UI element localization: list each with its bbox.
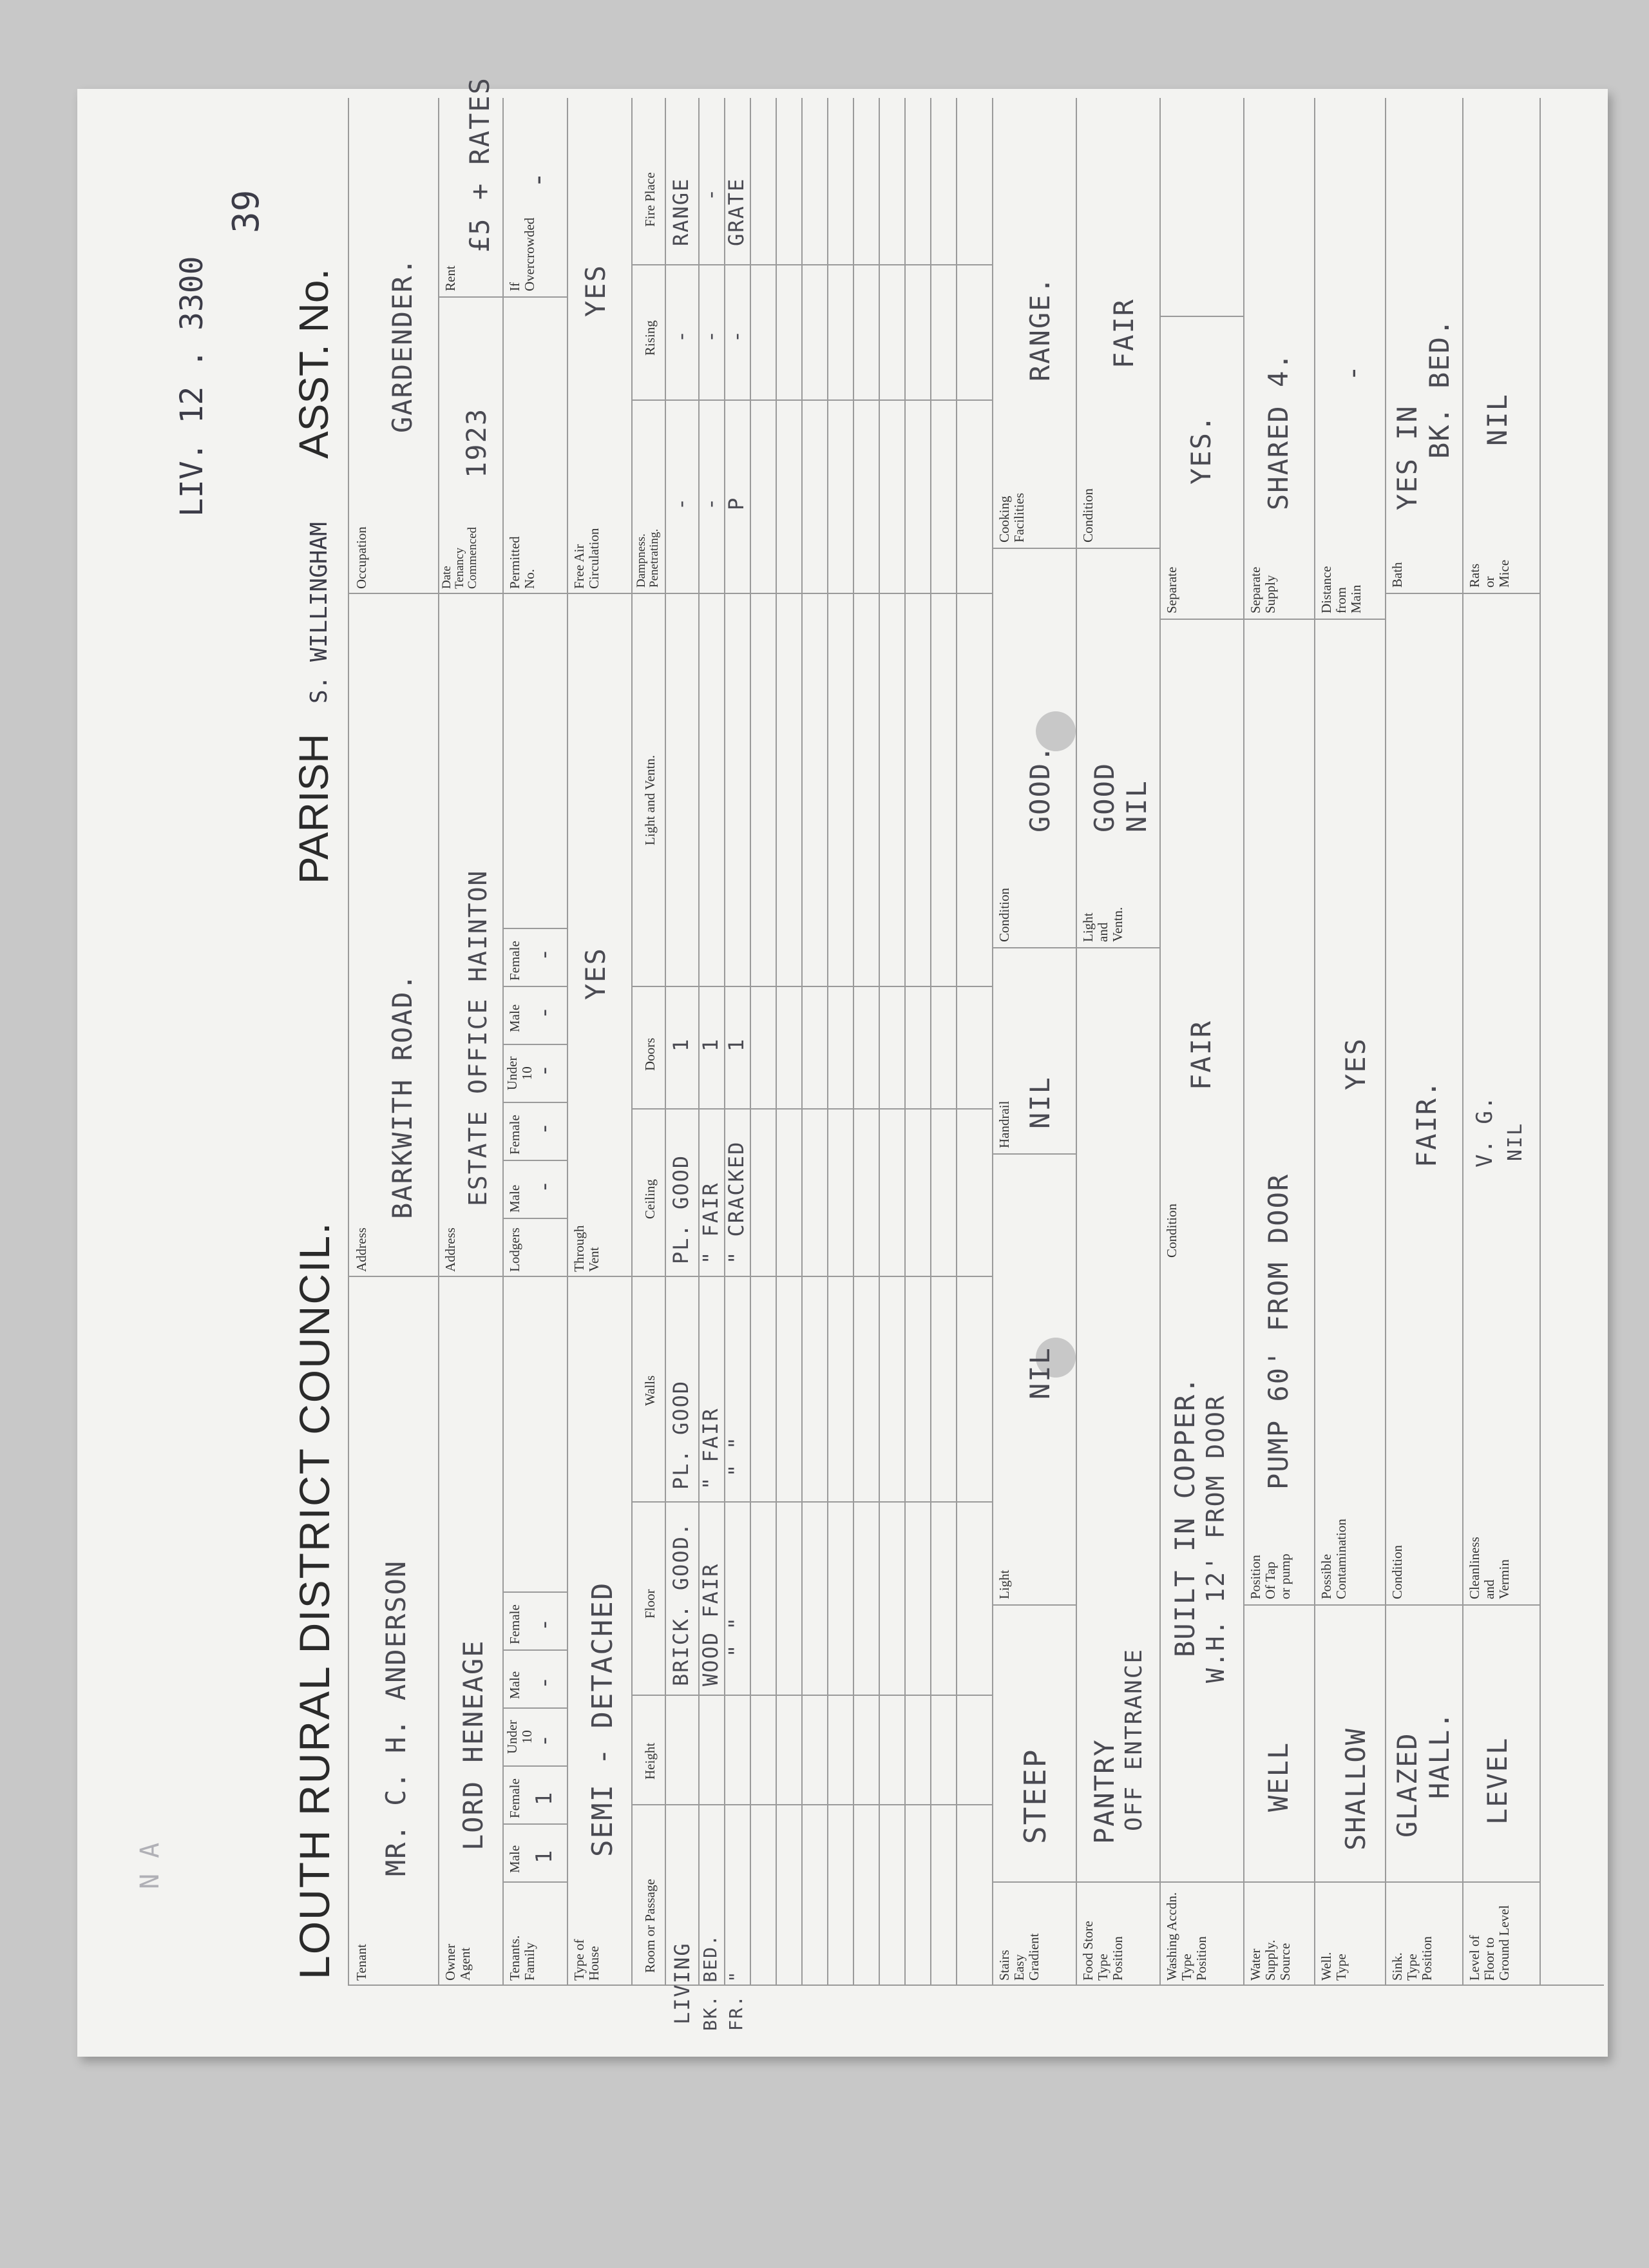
water-label: Water Supply. Source: [1248, 1939, 1293, 1981]
occupation-value: GARDENDER.: [386, 257, 418, 433]
tenant-value: MR. C. H. ANDERSON: [380, 1559, 412, 1876]
col-doors: Doors: [642, 1037, 658, 1071]
contamination-value: YES: [1340, 1037, 1371, 1090]
cleanliness-value-2: NIL: [1504, 1122, 1527, 1161]
washing-value-2: W.H. 12' FROM DOOR: [1201, 1394, 1230, 1683]
room-2-doors: 1: [698, 1037, 723, 1052]
lodgers-col-male-2: Male: [507, 1004, 522, 1032]
rent-label: Rent: [443, 265, 458, 291]
parish-value: S. WILLINGHAM: [306, 522, 332, 704]
survey-form-sheet: [77, 77, 1608, 2057]
col-dampness: Dampness. Penetrating.: [634, 528, 661, 588]
bath-value-2: BK. BED.: [1424, 318, 1455, 459]
stairs-light-value: NIL: [1024, 1347, 1056, 1399]
family-col-male: Male: [507, 1845, 522, 1873]
permitted-label: Permitted No.: [507, 536, 537, 589]
room-1-doors: 1: [669, 1037, 693, 1052]
washing-label: Washing Accdn. Type Position: [1164, 1892, 1209, 1981]
lodgers-col-male: Male: [507, 1184, 522, 1213]
stairs-condition-label: Condition: [996, 887, 1012, 942]
handrail-value: NIL: [1024, 1076, 1056, 1129]
well-label: Well. Type: [1319, 1952, 1349, 1981]
rats-value: NIL: [1482, 393, 1513, 446]
food-store-label: Food Store Type Position: [1080, 1921, 1125, 1981]
room-3-rising: -: [724, 329, 748, 343]
family-col-female: Female: [507, 1778, 522, 1818]
room-1-name: LIVING: [670, 1942, 694, 2024]
family-col-female-2: Female: [507, 1604, 522, 1644]
cooking-label: Cooking Facilities: [996, 493, 1027, 543]
family-col-under10: Under 10: [504, 1720, 535, 1754]
asst-label: ASST. No.: [291, 268, 337, 459]
occupation-label: Occupation: [354, 526, 369, 589]
lodgers-col-female: Female: [507, 1115, 522, 1155]
room-3-doors: 1: [724, 1037, 748, 1052]
rotated-form: [77, 77, 1608, 2057]
sink-value-2: HALL.: [1424, 1711, 1455, 1799]
col-height: Height: [642, 1742, 658, 1780]
sink-label: Sink. Type Position: [1389, 1936, 1435, 1981]
address-value: BARKWITH ROAD.: [386, 972, 418, 1219]
separate-value: YES.: [1185, 414, 1217, 485]
lodgers-col-under10: Under 10: [504, 1056, 535, 1090]
room-3-dampness: P: [724, 496, 748, 510]
room-3-ceiling: " CRACKED: [724, 1140, 748, 1264]
room-1-rising: -: [669, 329, 693, 343]
room-2-rising: -: [698, 329, 723, 343]
address-label: Address: [354, 1227, 369, 1272]
parish-label: PARISH: [291, 733, 337, 884]
room-3-fireplace: GRATE: [724, 177, 748, 246]
overcrowded-label: If Overcrowded: [507, 217, 537, 291]
family-val-male: 1: [531, 1849, 557, 1863]
cleanliness-label: Cleanliness and Vermin: [1467, 1537, 1512, 1599]
cooking-value: RANGE.: [1024, 276, 1056, 381]
room-1-fireplace: RANGE: [669, 177, 693, 246]
council-title: LOUTH RURAL DISTRICT COUNCIL.: [291, 1221, 338, 1979]
overcrowded-value: -: [522, 170, 553, 188]
stairs-value: STEEP: [1018, 1748, 1053, 1844]
food-light-value-2: NIL: [1121, 780, 1152, 832]
family-val-male-2: -: [531, 1675, 557, 1689]
lodgers-col-female-2: Female: [507, 941, 522, 981]
free-air-label: Free Air Circulation: [571, 528, 602, 589]
family-val-female-2: -: [531, 1617, 557, 1631]
separate-supply-label: Separate Supply: [1248, 566, 1278, 613]
date-tenancy-label: Date Tenancy Commenced: [440, 526, 479, 589]
family-col-male-2: Male: [507, 1671, 522, 1699]
rats-label: Rats or Mice: [1467, 559, 1512, 588]
col-light-ventn: Light and Ventn.: [642, 754, 658, 845]
col-ceiling: Ceiling: [642, 1179, 658, 1219]
family-val-under10: -: [531, 1733, 557, 1747]
col-rising: Rising: [642, 320, 658, 356]
bath-label: Bath: [1389, 562, 1405, 588]
house-type-value: SEMI - DETACHED: [586, 1581, 619, 1857]
lodgers-val-male: -: [531, 1178, 557, 1193]
washing-condition-label: Condition: [1164, 1203, 1179, 1258]
food-light-label: Light and Ventn.: [1080, 907, 1125, 942]
room-3-floor: " ": [724, 1616, 748, 1657]
bath-value-1: YES IN: [1391, 405, 1423, 510]
lodgers-val-under10: -: [531, 1062, 557, 1077]
sink-condition-label: Condition: [1389, 1544, 1405, 1599]
food-light-value-1: GOOD: [1089, 762, 1120, 832]
washing-value-1: BUILT IN COPPER.: [1169, 1376, 1201, 1657]
food-condition-label: Condition: [1080, 488, 1096, 543]
water-value: WELL: [1263, 1741, 1294, 1812]
contamination-label: Possible Contamination: [1319, 1519, 1349, 1599]
corner-mark: N A: [135, 1842, 165, 1889]
col-floor: Floor: [642, 1589, 658, 1619]
floor-level-value: LEVEL: [1482, 1736, 1513, 1825]
food-store-value-2: OFF ENTRANCE: [1121, 1648, 1147, 1831]
date-tenancy-value: 1923: [461, 407, 492, 478]
washing-condition-value: FAIR: [1185, 1019, 1217, 1090]
top-reference: LIV. 12 . 3300: [174, 256, 210, 517]
house-type-label: Type of House: [571, 1939, 602, 1981]
through-vent-value: YES: [580, 947, 611, 1000]
stairs-condition-value: GOOD.: [1024, 744, 1056, 832]
distance-value: -: [1337, 363, 1368, 381]
lodgers-label: Lodgers: [507, 1227, 522, 1272]
col-fireplace: Fire Place: [642, 172, 658, 227]
room-1-floor: BRICK. GOOD.: [669, 1521, 693, 1686]
separate-label: Separate: [1164, 566, 1179, 613]
food-store-value-1: PANTRY: [1089, 1738, 1120, 1844]
room-2-name: BK. BED.: [700, 1934, 721, 2031]
room-2-fireplace: -: [698, 187, 723, 201]
family-label: Tenants. Family: [507, 1935, 537, 1981]
tenant-label: Tenant: [354, 1944, 369, 1981]
well-value: SHALLOW: [1340, 1727, 1371, 1850]
room-1-walls: PL. GOOD: [669, 1379, 693, 1490]
lodgers-val-female-2: -: [531, 947, 557, 961]
col-room: Room or Passage: [642, 1879, 658, 1973]
food-condition-value: FAIR: [1108, 298, 1139, 369]
room-2-floor: WOOD FAIR: [698, 1562, 723, 1686]
room-1-dampness: -: [669, 496, 693, 510]
sink-value-1: GLAZED: [1391, 1732, 1423, 1838]
owner-value: LORD HENEAGE: [457, 1639, 489, 1850]
room-2-ceiling: " FAIR: [698, 1182, 723, 1264]
col-walls: Walls: [642, 1375, 658, 1406]
room-3-walls: " ": [724, 1436, 748, 1477]
room-2-walls: " FAIR: [698, 1407, 723, 1490]
sink-condition-value: FAIR.: [1411, 1079, 1442, 1168]
through-vent-label: Through Vent: [571, 1225, 602, 1272]
sheet-number: 39: [225, 189, 267, 233]
handrail-label: Handrail: [996, 1100, 1012, 1148]
free-air-value: YES: [580, 264, 611, 317]
lodgers-val-male-2: -: [531, 1004, 557, 1019]
tap-value: PUMP 60' FROM DOOR: [1263, 1173, 1294, 1490]
floor-level-label: Level of Floor to Ground Level: [1467, 1905, 1512, 1981]
tap-label: Position Of Tap or pump: [1248, 1553, 1293, 1599]
stairs-label: Stairs Easy Gradient: [996, 1933, 1042, 1981]
rent-value: £5 + RATES: [464, 77, 495, 253]
room-2-dampness: -: [698, 496, 723, 510]
room-1-ceiling: PL. GOOD: [669, 1154, 693, 1264]
family-val-female: 1: [531, 1791, 557, 1805]
cleanliness-value-1: V. G.: [1472, 1095, 1498, 1168]
distance-label: Distance from Main: [1319, 566, 1364, 613]
separate-supply-value: SHARED 4.: [1263, 352, 1294, 510]
owner-label: Owner Agent: [443, 1943, 473, 1981]
owner-address-value: ESTATE OFFICE HAINTON: [464, 869, 492, 1206]
room-3-name: FR. ": [725, 1970, 747, 2031]
owner-address-label: Address: [443, 1227, 458, 1272]
stairs-light-label: Light: [996, 1570, 1012, 1599]
lodgers-val-female: -: [531, 1120, 557, 1135]
